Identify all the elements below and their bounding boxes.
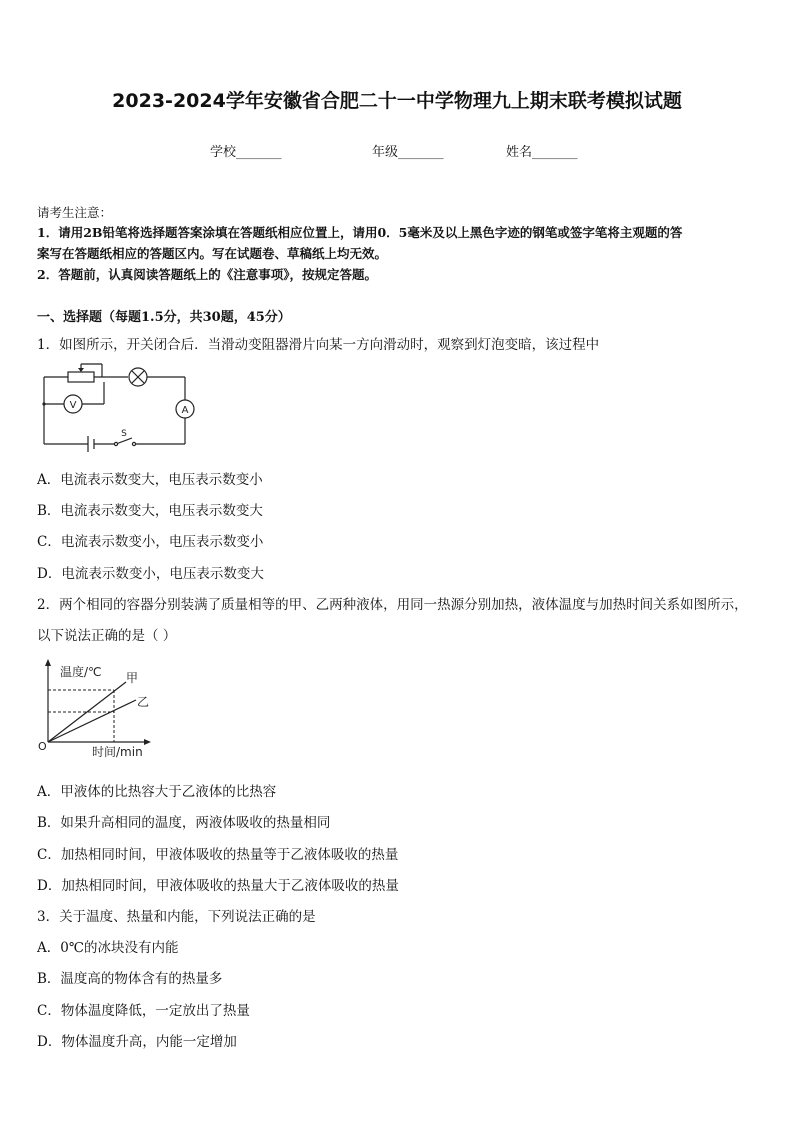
notice-item-2: 2．答题前，认真阅读答题纸上的《注意事项》，按规定答题。 bbox=[37, 267, 377, 282]
series-jia-label: 甲 bbox=[126, 671, 139, 685]
notice-item-1-line-1: 1．请用2B铅笔将选择题答案涂填在答题纸相应位置上，请用0．5毫米及以上黑色字迹的钢笔或签字笔将主观题的答 bbox=[37, 225, 683, 240]
name-field: 姓名_______ bbox=[506, 145, 578, 160]
question-1-option-d: D．电流表示数变小，电压表示数变大 bbox=[37, 566, 264, 582]
question-1-stem: 1．如图所示，开关闭合后．当滑动变阻器滑片向某一方向滑动时，观察到灯泡变暗，该过程中 bbox=[37, 337, 600, 353]
section-heading: 一、选择题（每题1.5分，共30题，45分） bbox=[37, 310, 291, 325]
question-2-option-a: A．甲液体的比热容大于乙液体的比热容 bbox=[37, 784, 277, 800]
notice-heading: 请考生注意： bbox=[37, 205, 113, 220]
question-2-option-b: B．如果升高相同的温度，两液体吸收的热量相同 bbox=[37, 815, 331, 831]
circuit-diagram bbox=[38, 362, 198, 462]
rheostat bbox=[68, 372, 94, 382]
voltmeter-label: V bbox=[69, 400, 77, 411]
graph-ylabel: 温度/℃ bbox=[60, 665, 102, 679]
question-3-stem: 3．关于温度、热量和内能，下列说法正确的是 bbox=[37, 909, 316, 925]
question-2-option-d: D．加热相同时间，甲液体吸收的热量大于乙液体吸收的热量 bbox=[37, 878, 399, 894]
graph-xlabel: 时间/min bbox=[92, 745, 143, 759]
notice-item-1-line-2: 案写在答题纸相应的答题区内。写在试题卷、草稿纸上均无效。 bbox=[37, 246, 388, 261]
question-2-stem-line-1: 2．两个相同的容器分别装满了质量相等的甲、乙两种液体，用同一热源分别加热，液体温度与加热时间关系如图所示， bbox=[37, 597, 748, 613]
temperature-time-graph bbox=[36, 656, 166, 764]
line-yi bbox=[48, 700, 136, 742]
question-1-option-c: C．电流表示数变小，电压表示数变小 bbox=[37, 534, 264, 550]
graph-origin: O bbox=[38, 740, 47, 753]
series-yi-label: 乙 bbox=[137, 695, 150, 709]
question-1-option-b: B．电流表示数变大，电压表示数变大 bbox=[37, 503, 263, 519]
question-2-option-c: C．加热相同时间，甲液体吸收的热量等于乙液体吸收的热量 bbox=[37, 847, 399, 863]
ammeter-label: A bbox=[181, 405, 189, 416]
question-3-option-a: A．0℃的冰块没有内能 bbox=[37, 940, 179, 956]
page-title: 2023-2024学年安徽省合肥二十一中学物理九上期末联考模拟试题 bbox=[112, 90, 682, 112]
switch-label: S bbox=[121, 429, 127, 439]
school-field: 学校_______ bbox=[210, 145, 282, 160]
question-1-option-a: A．电流表示数变大，电压表示数变小 bbox=[37, 472, 263, 488]
grade-field: 年级_______ bbox=[372, 145, 444, 160]
question-3-option-d: D．物体温度升高，内能一定增加 bbox=[37, 1034, 237, 1050]
question-3-option-b: B．温度高的物体含有的热量多 bbox=[37, 971, 223, 987]
question-2-stem-line-2: 以下说法正确的是（ ） bbox=[37, 628, 177, 644]
question-3-option-c: C．物体温度降低，一定放出了热量 bbox=[37, 1003, 250, 1019]
